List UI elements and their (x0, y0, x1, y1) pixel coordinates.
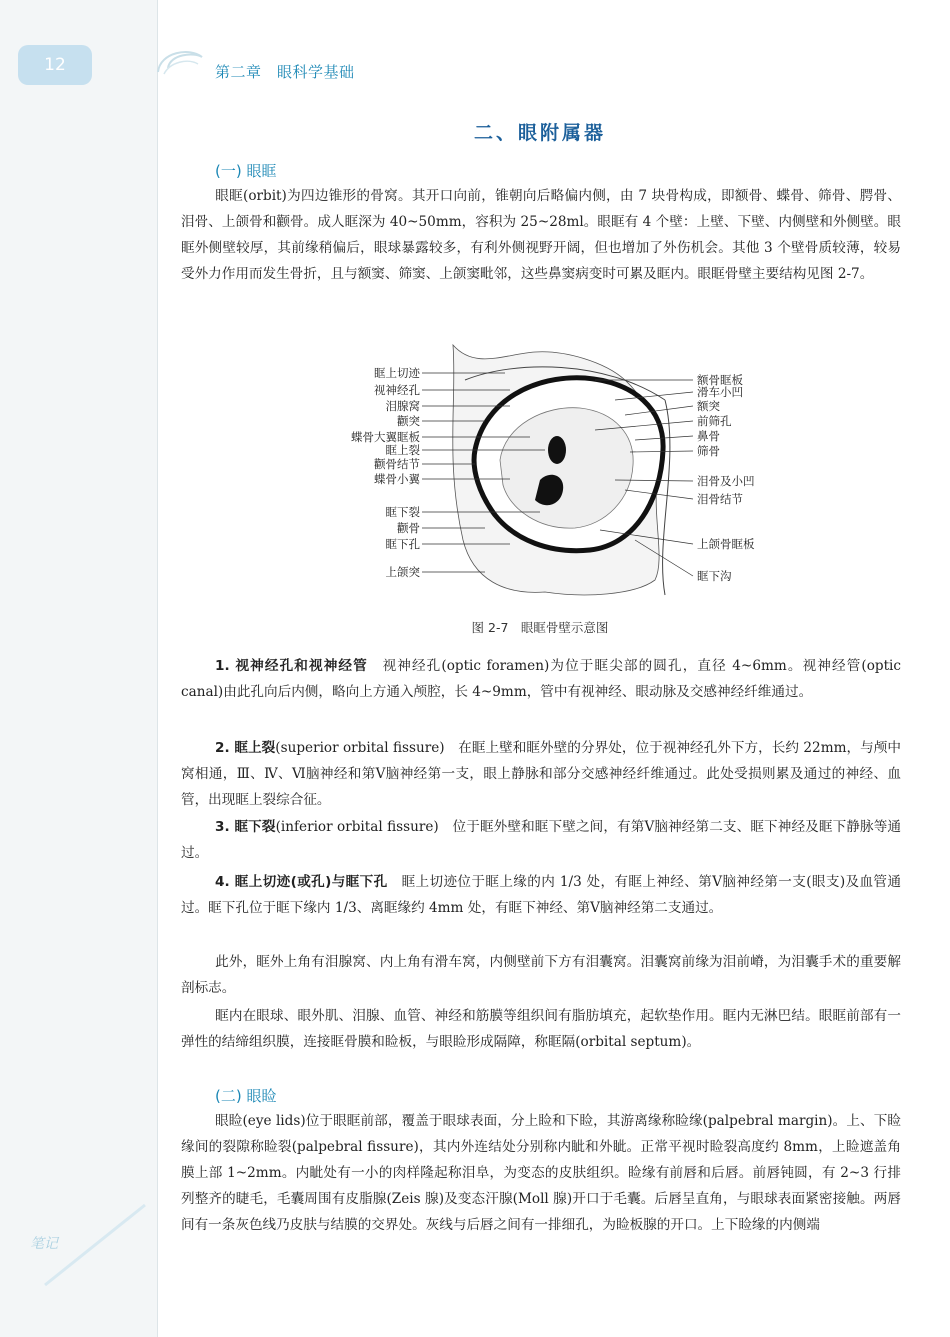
item4-paragraph (181, 869, 901, 921)
item4-title: 4. 眶上切迹(或孔)与眶下孔 (215, 874, 388, 890)
extra-text-1: 此外，眶外上角有泪腺窝、内上角有滑车窝，内侧壁前下方有泪囊窝。泪囊窝前缘为泪前嵴，为泪囊手术的重要解剖标志。 (181, 954, 901, 996)
label-frontal-orbital-plate: 额骨眶板 (697, 373, 743, 387)
item3-title: 3. 眶下裂 (215, 819, 276, 835)
label-optic-foramen: 视神经孔 (374, 383, 420, 397)
subsection-heading-eyelid: (二) 眼睑 (215, 1087, 277, 1105)
subsection-heading-orbit: (一) 眼眶 (215, 162, 277, 180)
label-lacrimal-tubercle: 泪骨结节 (697, 492, 743, 506)
item4-text: 眶上切迹位于眶上缘的内 1/3 处，有眶上神经、第Ⅴ脑神经第一支(眼支)及血管通过。眶下孔位于眶下缘内 1/3、离眶缘约 4mm 处，有眶下神经、第Ⅴ脑神经第二支通过。 (181, 874, 901, 916)
label-nasal-bone: 鼻骨 (697, 429, 720, 443)
page-number: 12 (44, 55, 66, 75)
item1-title: 1. 视神经孔和视神经管 (215, 658, 368, 674)
orbit-diagram (335, 340, 775, 600)
item2-title: 2. 眶上裂 (215, 740, 276, 756)
lateral-bone-line (663, 400, 670, 595)
orbit-cavity (500, 408, 633, 528)
label-lesser-wing: 蝶骨小翼 (374, 472, 420, 486)
label-maxillary-process: 上颌突 (385, 565, 420, 579)
notes-label: 笔记 (30, 1236, 58, 1252)
label-anterior-ethmoidal-foramen: 前筛孔 (697, 414, 732, 428)
label-inferior-orbital-fissure: 眶下裂 (385, 505, 420, 519)
item3-text: (inferior orbital fissure) 位于眶外壁和眶下壁之间，有第Ⅴ脑神经第二支、眶下神经及眶下静脉等通过。 (181, 819, 901, 861)
page-number-tab (18, 45, 92, 85)
label-infraorbital-foramen: 眶下孔 (385, 537, 420, 551)
extra-text-2: 眶内在眼球、眼外肌、泪腺、血管、神经和筋膜等组织间有脂肪填充，起软垫作用。眶内无淋巴结。眼眶前部有一弹性的结缔组织膜，连接眶骨膜和睑板，与眼睑形成隔障，称眶隔(orbital septum)。 (181, 1008, 901, 1050)
item1-text: 视神经孔(optic foramen)为位于眶尖部的圆孔，直径 4~6mm。视神经管(optic canal)由此孔向后内侧，略向上方通入颅腔，长 4~9mm，管中有视神经、眼动脉及交感神经纤维通过。 (181, 658, 902, 700)
label-trochlear-fovea: 滑车小凹 (697, 385, 743, 399)
label-zygomatic-bone: 颧骨 (397, 521, 420, 535)
chapter-title: 第二章 眼科学基础 (215, 63, 355, 81)
label-greater-wing-plate: 蝶骨大翼眶板 (351, 430, 420, 444)
label-maxillary-orbital-plate: 上颌骨眶板 (697, 537, 755, 551)
figure-caption: 图 2-7 眼眶骨壁示意图 (471, 620, 609, 635)
item1-paragraph (181, 653, 901, 705)
label-frontal-process: 额突 (697, 399, 720, 413)
item2-text: (superior orbital fissure) 在眶上壁和眶外壁的分界处，位于视神经孔外下方，长约 22mm，与颅中窝相通，Ⅲ、Ⅳ、Ⅵ脑神经和第Ⅴ脑神经第一支，眼上静脉和部分交感神经纤维通过。此处受损则累及通过的神经、血管，出现眶上裂综合征。 (181, 740, 901, 808)
item3-paragraph (181, 814, 901, 866)
label-ethmoid-bone: 筛骨 (697, 444, 720, 458)
margin-divider (157, 0, 158, 1337)
eyelid-text: 眼睑(eye lids)位于眼眶前部，覆盖于眼球表面，分上睑和下睑，其游离缘称睑缘(palpebral margin)。上、下睑缘间的裂隙称睑裂(palpebral fissure)，其内外连结处分别称内眦和外眦。正常平视时睑裂高度约 8mm，上睑遮盖角膜上部 1~2mm。内眦处有一小的肉样隆起称泪阜，为变态的皮肤组织。睑缘有前唇和后唇。前唇钝圆，有 2~3 行排列整齐的睫毛，毛囊周围有皮脂腺(Zeis 腺)及变态汗腺(Moll 腺)开口于毛囊。后唇呈直角，与眼球表面紧密接触。两唇间有一条灰色线乃皮肤与结膜的交界处。灰线与后唇之间有一排细孔，为睑板腺的开口。上下睑缘的内侧端 (181, 1113, 901, 1233)
orbit-intro-paragraph (181, 183, 901, 287)
optic-foramen (548, 436, 566, 464)
label-lacrimal-fossa: 泪腺窝 (385, 399, 420, 413)
swirl-decoration-icon (150, 42, 210, 82)
label-zygomatic-process: 颧突 (397, 414, 420, 428)
extra-paragraph-1 (181, 949, 901, 1001)
label-supraorbital-notch: 眶上切迹 (374, 366, 420, 380)
margin-sidebar (0, 0, 158, 1337)
label-infraorbital-groove: 眶下沟 (697, 569, 732, 583)
label-lacrimal-bone-fovea: 泪骨及小凹 (697, 474, 755, 488)
eyelid-paragraph (181, 1108, 901, 1238)
label-zygomatic-tubercle: 颧骨结节 (374, 457, 420, 471)
section-title: 二、眼附属器 (473, 122, 606, 144)
item2-paragraph (181, 735, 901, 813)
extra-paragraph-2 (181, 1003, 901, 1055)
orbit-intro-text: 眼眶(orbit)为四边锥形的骨窝。其开口向前，锥朝向后略偏内侧，由 7 块骨构成，即额骨、蝶骨、筛骨、腭骨、泪骨、上颌骨和颧骨。成人眶深为 40~50mm，容积为 25~28ml。眼眶有 4 个壁：上壁、下壁、内侧壁和外侧壁。眼眶外侧壁较厚，其前缘稍偏后，眼球暴露较多，有利外侧视野开阔，但也增加了外伤机会。其他 3 个壁骨质较薄，较易受外力作用而发生骨折，且与额窦、筛窦、上颌窦毗邻，这些鼻窦病变时可累及眶内。眼眶骨壁主要结构见图 2-7。 (181, 188, 901, 282)
label-superior-orbital-fissure: 眶上裂 (385, 443, 420, 457)
